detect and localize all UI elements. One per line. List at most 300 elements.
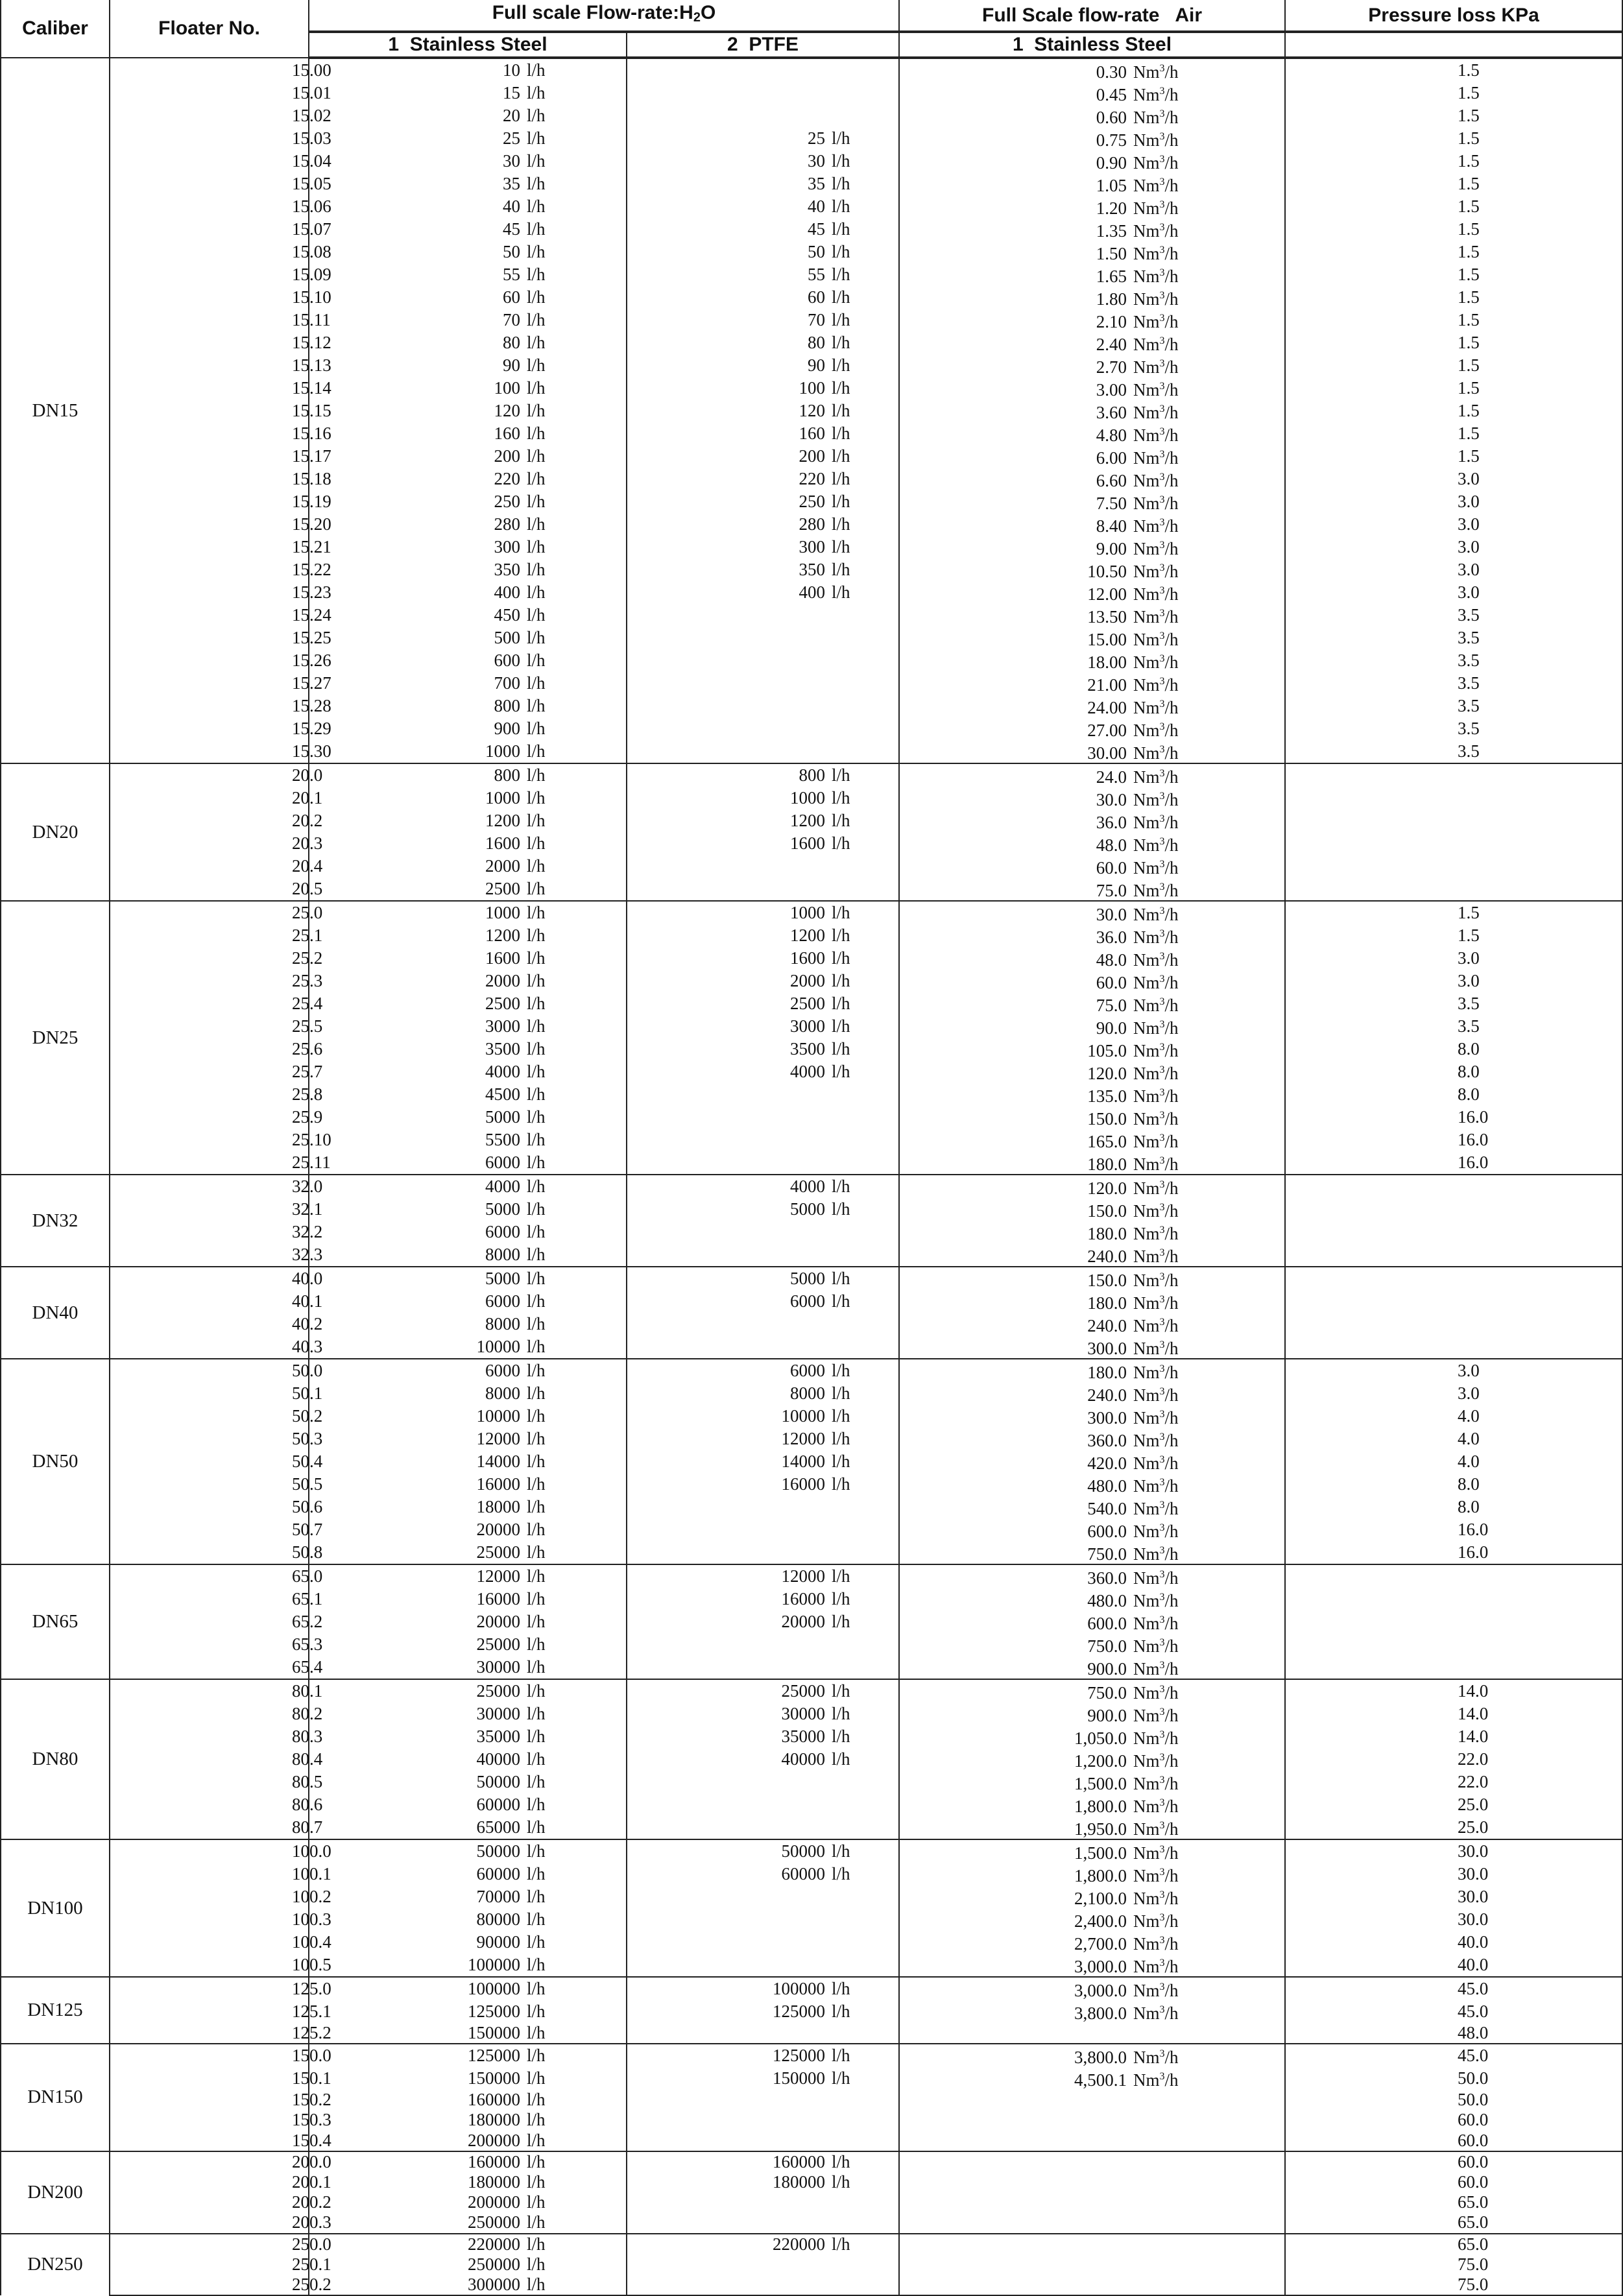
pressure-loss-value: 30.0 [1458, 1887, 1489, 1906]
floater-no: 15.30 [292, 741, 331, 761]
pressure-loss-value: 25.0 [1458, 1795, 1489, 1814]
floater-no-cell [110, 1610, 323, 1633]
table-row [1, 581, 1622, 604]
floater-no-cell [110, 2234, 331, 2254]
air-unit [1133, 924, 1179, 947]
stainless-steel-flow-value: 1000 [485, 788, 520, 807]
air-unit-prefix: Nm [1133, 85, 1160, 104]
air-unit-sup: 3 [1159, 403, 1165, 414]
pressure-loss-cell [1285, 2275, 1622, 2295]
air-flow-value: 420.0 [1087, 1453, 1127, 1473]
water-unit: l/h [527, 219, 546, 239]
air-unit [1133, 286, 1179, 309]
air-unit-suffix: /h [1164, 562, 1179, 581]
ptfe-flow-cell [627, 558, 899, 581]
air-flow-cell [899, 1656, 1285, 1679]
ptfe-flow-value: 5000 [790, 1269, 825, 1288]
air-flow-value: 150.0 [1087, 1271, 1127, 1290]
air-unit [1133, 1175, 1179, 1198]
water-unit: l/h [832, 971, 850, 990]
floater-no-cell [110, 1908, 331, 1931]
water-unit: l/h [527, 651, 546, 670]
water-unit: l/h [527, 1681, 546, 1701]
water-unit: l/h [832, 1016, 850, 1036]
table-row [1, 649, 1622, 672]
air-unit-prefix: Nm [1133, 1683, 1160, 1703]
air-flow-cell [899, 1564, 1285, 1588]
air-unit-prefix: Nm [1133, 2048, 1160, 2068]
air-flow-value: 18.00 [1087, 652, 1127, 672]
floater-no-cell [110, 2044, 331, 2067]
stainless-steel-flow-value: 900 [494, 719, 520, 738]
air-unit-suffix: /h [1164, 1866, 1179, 1885]
air-flow-value: 360.0 [1087, 1431, 1127, 1450]
pressure-loss-cell [1285, 992, 1622, 1015]
air-unit [1133, 1290, 1179, 1313]
stainless-steel-flow-value: 80 [503, 333, 520, 352]
pressure-loss-value: 75.0 [1458, 2254, 1489, 2274]
air-flow-cell [899, 1175, 1285, 1198]
ptfe-flow-value: 1200 [790, 926, 825, 945]
water-unit: l/h [832, 903, 850, 922]
air-flow-cell [899, 2023, 1285, 2044]
air-flow-value: 2,100.0 [1074, 1889, 1127, 1908]
stainless-steel-flow-value: 25000 [476, 1681, 520, 1701]
floater-no-cell [110, 649, 331, 672]
water-unit: l/h [527, 514, 546, 534]
air-unit-prefix: Nm [1133, 1843, 1160, 1863]
ptfe-flow-cell [627, 901, 899, 924]
pressure-loss-value: 3.0 [1458, 537, 1480, 556]
caliber-group-dn50 [1, 1359, 1622, 1564]
air-flow-value: 30.00 [1087, 743, 1127, 763]
ptfe-flow-cell [627, 2110, 899, 2130]
pressure-loss-cell [1285, 1083, 1622, 1106]
air-flow-value: 105.0 [1087, 1041, 1127, 1060]
stainless-steel-flow-value: 35 [503, 174, 520, 193]
pressure-loss-cell [1285, 1450, 1622, 1473]
air-unit-sup: 3 [1159, 1569, 1165, 1580]
air-unit-suffix: /h [1164, 471, 1179, 490]
water-unit: l/h [832, 514, 850, 534]
air-flow-cell [899, 1771, 1285, 1793]
air-unit-prefix: Nm [1133, 516, 1160, 536]
water-unit: l/h [527, 2046, 546, 2066]
pressure-loss-cell [1285, 1267, 1622, 1290]
table-row [1, 2000, 1622, 2023]
floater-no: 15.14 [292, 378, 331, 398]
air-flow-cell [899, 173, 1285, 195]
stainless-steel-flow-value: 18000 [476, 1497, 520, 1516]
pressure-loss-cell [1285, 1198, 1622, 1221]
ptfe-flow-cell [627, 377, 899, 400]
table-row [1, 2172, 1622, 2192]
air-unit-suffix: /h [1164, 950, 1179, 970]
air-unit-sup: 3 [1159, 928, 1165, 939]
air-unit-prefix: Nm [1133, 1911, 1160, 1931]
floater-no: 15.02 [292, 106, 331, 125]
floater-no: 40.2 [292, 1314, 323, 1333]
ptfe-flow-value: 220 [799, 469, 825, 488]
ptfe-flow-cell [627, 2151, 899, 2172]
pressure-loss-cell [1285, 1243, 1622, 1267]
air-unit-prefix: Nm [1133, 973, 1160, 992]
stainless-steel-flow-value: 20000 [476, 1612, 520, 1631]
pressure-loss-cell [1285, 1839, 1622, 1863]
air-flow-cell [899, 1129, 1285, 1151]
ptfe-flow-cell [627, 331, 899, 354]
table-row [1, 2023, 1622, 2044]
table-row [1, 1083, 1622, 1106]
air-unit-prefix: Nm [1133, 1636, 1160, 1656]
table-row [1, 2275, 1622, 2295]
air-unit [1133, 400, 1179, 422]
pressure-loss-value: 60.0 [1458, 2110, 1489, 2130]
ptfe-flow-cell [627, 263, 899, 286]
air-unit-prefix: Nm [1133, 584, 1160, 604]
stainless-steel-flow-value: 30 [503, 151, 520, 171]
water-unit: l/h [527, 1153, 546, 1172]
water-unit: l/h [527, 833, 546, 853]
air-flow-cell [899, 1954, 1285, 1977]
pressure-loss-value: 60.0 [1458, 2130, 1489, 2150]
ptfe-flow-value: 125000 [773, 2046, 825, 2066]
air-unit-suffix: /h [1164, 652, 1179, 672]
caliber-group-dn250 [1, 2234, 1622, 2296]
air-unit-suffix: /h [1164, 516, 1179, 536]
caliber-group-dn40 [1, 1267, 1622, 1359]
air-unit [1133, 2067, 1179, 2090]
air-flow-cell [899, 2131, 1285, 2151]
caliber-cell: DN65 [1, 1564, 110, 1679]
air-unit-suffix: /h [1164, 1154, 1179, 1174]
ptfe-flow-value: 1600 [790, 833, 825, 853]
water-unit: l/h [527, 1337, 546, 1356]
air-unit-sup: 3 [1159, 1339, 1165, 1350]
floater-no: 32.2 [292, 1222, 323, 1241]
ptfe-flow-cell [627, 309, 899, 331]
water-unit: l/h [832, 1177, 850, 1196]
ptfe-flow-value: 160000 [773, 2151, 825, 2171]
ptfe-flow-cell [627, 970, 899, 992]
air-flow-value: 165.0 [1087, 1132, 1127, 1151]
floater-no: 80.7 [292, 1817, 323, 1837]
air-unit-sup: 3 [1159, 768, 1165, 779]
table-row [1, 1518, 1622, 1541]
air-flow-value: 48.0 [1096, 835, 1127, 855]
table-row [1, 1839, 1622, 1863]
air-unit [1133, 787, 1179, 809]
pressure-loss-value: 22.0 [1458, 1749, 1489, 1769]
ptfe-flow-cell [627, 400, 899, 422]
pressure-loss-cell [1285, 1908, 1622, 1931]
ptfe-flow-cell [627, 1541, 899, 1564]
table-row [1, 1221, 1622, 1243]
pressure-loss-cell [1285, 1405, 1622, 1428]
pressure-loss-cell [1285, 1428, 1622, 1450]
air-unit-prefix: Nm [1133, 1224, 1160, 1243]
air-unit-sup: 3 [1159, 2004, 1165, 2015]
stainless-steel-flow-value: 12000 [476, 1429, 520, 1448]
floater-no-cell [110, 1335, 323, 1359]
stainless-steel-flow-value: 125000 [468, 2046, 520, 2066]
air-flow-cell [899, 58, 1285, 82]
ptfe-flow-cell [627, 1428, 899, 1450]
floater-no: 20.4 [292, 856, 323, 876]
air-unit-suffix: /h [1164, 1911, 1179, 1931]
air-flow-value: 3.60 [1096, 403, 1127, 422]
water-unit: l/h [832, 582, 850, 602]
water-unit: l/h [527, 355, 546, 375]
air-unit [1133, 878, 1179, 900]
table-row [1, 1863, 1622, 1885]
air-flow-cell [899, 1496, 1285, 1518]
air-flow-cell [899, 787, 1285, 809]
pressure-loss-value: 8.0 [1458, 1497, 1480, 1516]
air-unit-sup: 3 [1159, 154, 1165, 165]
air-unit-suffix: /h [1164, 1339, 1179, 1358]
floater-no: 25.9 [292, 1107, 323, 1127]
pressure-loss-cell [1285, 1725, 1622, 1748]
air-unit-prefix: Nm [1133, 743, 1160, 763]
ptfe-flow-value: 8000 [790, 1383, 825, 1403]
ptfe-flow-value: 90 [808, 355, 825, 375]
water-unit: l/h [527, 1199, 546, 1219]
air-flow-value: 180.0 [1087, 1293, 1127, 1313]
ptfe-flow-value: 2000 [790, 971, 825, 990]
air-unit-suffix: /h [1164, 996, 1179, 1015]
air-unit-sup: 3 [1159, 996, 1165, 1007]
pressure-loss-value: 1.5 [1458, 151, 1480, 171]
air-flow-value: 30.0 [1096, 790, 1127, 809]
air-flow-value: 240.0 [1087, 1247, 1127, 1266]
water-unit: l/h [832, 197, 850, 216]
air-unit-sup: 3 [1159, 791, 1165, 802]
table-row [1, 58, 1622, 82]
water-unit: l/h [527, 1452, 546, 1471]
pressure-loss-cell [1285, 2234, 1622, 2254]
stainless-steel-flow-value: 100000 [468, 1955, 520, 1974]
air-flow-cell [899, 1359, 1285, 1382]
floater-no-cell [110, 536, 331, 558]
pressure-loss-cell [1285, 2090, 1622, 2110]
floater-no-cell [110, 331, 331, 354]
floater-no-cell [110, 2172, 331, 2192]
floater-no: 65.1 [292, 1589, 323, 1608]
air-flow-value: 3,000.0 [1074, 1981, 1127, 2000]
pressure-loss-cell [1285, 1771, 1622, 1793]
floater-no: 15.13 [292, 355, 331, 375]
pressure-loss-cell [1285, 468, 1622, 490]
pressure-loss-cell [1285, 1656, 1622, 1679]
ptfe-flow-cell [627, 2044, 899, 2067]
floater-no-cell [110, 1839, 331, 1863]
table-row [1, 1243, 1622, 1267]
pressure-loss-cell [1285, 901, 1622, 924]
table-row [1, 1382, 1622, 1405]
air-unit-sup: 3 [1159, 1637, 1165, 1648]
air-unit [1133, 1633, 1179, 1656]
air-flow-cell [899, 1038, 1285, 1060]
table-row [1, 1931, 1622, 1954]
header-water-sub: 2 [693, 10, 701, 25]
air-unit-prefix: Nm [1133, 1453, 1160, 1473]
air-unit-sup: 3 [1159, 1409, 1165, 1420]
ptfe-flow-cell [627, 1748, 899, 1771]
water-unit: l/h [527, 1841, 546, 1861]
floater-no: 40.0 [292, 1269, 323, 1288]
air-unit [1133, 832, 1179, 855]
air-unit [1133, 1335, 1179, 1358]
air-flow-value: 180.0 [1087, 1363, 1127, 1382]
pressure-loss-cell [1285, 970, 1622, 992]
ptfe-flow-cell [627, 1359, 899, 1382]
floater-no-cell [110, 924, 323, 947]
pressure-loss-value: 3.0 [1458, 971, 1480, 990]
pressure-loss-value: 1.5 [1458, 197, 1480, 216]
table-row [1, 241, 1622, 263]
air-unit-prefix: Nm [1133, 698, 1160, 717]
air-unit-suffix: /h [1164, 1751, 1179, 1771]
pressure-loss-value: 30.0 [1458, 1864, 1489, 1883]
air-flow-cell [899, 1221, 1285, 1243]
air-flow-value: 1,200.0 [1074, 1751, 1127, 1771]
air-unit [1133, 1129, 1179, 1151]
ptfe-flow-cell [627, 1083, 899, 1106]
floater-no: 15.29 [292, 719, 331, 738]
air-unit [1133, 1313, 1179, 1335]
air-flow-value: 1,500.0 [1074, 1774, 1127, 1793]
ptfe-flow-value: 40 [808, 197, 825, 216]
stainless-steel-flow-value: 3500 [485, 1039, 520, 1058]
pressure-loss-value: 3.0 [1458, 469, 1480, 488]
air-unit-suffix: /h [1164, 1408, 1179, 1428]
air-flow-value: 1.20 [1096, 198, 1127, 218]
floater-no-cell [110, 2130, 331, 2151]
air-unit-suffix: /h [1164, 539, 1179, 558]
floater-no: 15.09 [292, 265, 331, 284]
table-row [1, 740, 1622, 763]
air-unit-suffix: /h [1164, 494, 1179, 513]
air-flow-value: 1,050.0 [1074, 1728, 1127, 1748]
water-unit: l/h [832, 355, 850, 375]
pressure-loss-value: 8.0 [1458, 1062, 1480, 1081]
ptfe-flow-cell [627, 1885, 899, 1908]
ptfe-flow-value: 12000 [781, 1566, 825, 1586]
air-flow-cell [899, 1267, 1285, 1290]
air-unit [1133, 1243, 1179, 1266]
stainless-steel-flow-value: 400 [494, 582, 520, 602]
ptfe-flow-cell [627, 1335, 899, 1359]
table-row [1, 763, 1622, 787]
ptfe-flow-cell [627, 82, 899, 104]
floater-no-cell [110, 2000, 331, 2023]
air-flow-value: 2.10 [1096, 312, 1127, 331]
pressure-loss-value: 22.0 [1458, 1772, 1489, 1791]
stainless-steel-flow-value: 180000 [468, 2172, 520, 2192]
air-flow-value: 600.0 [1087, 1522, 1127, 1541]
water-unit: l/h [527, 1291, 546, 1311]
air-unit [1133, 1656, 1179, 1679]
floater-no-cell [110, 2151, 331, 2172]
ptfe-flow-value: 16000 [781, 1474, 825, 1494]
air-flow-cell [899, 832, 1285, 855]
table-row [1, 1175, 1622, 1198]
air-unit-prefix: Nm [1133, 996, 1160, 1015]
air-unit-prefix: Nm [1133, 1797, 1160, 1816]
air-flow-cell [899, 2090, 1285, 2110]
air-unit [1133, 1908, 1179, 1931]
floater-no: 20.3 [292, 833, 323, 853]
pressure-loss-value: 1.5 [1458, 242, 1480, 261]
stainless-steel-flow-value: 1000 [485, 741, 520, 761]
air-unit-suffix: /h [1164, 767, 1179, 787]
floater-no: 15.27 [292, 673, 331, 693]
air-unit-sup: 3 [1159, 1981, 1165, 1992]
air-unit [1133, 1151, 1179, 1174]
water-unit: l/h [527, 128, 546, 148]
pressure-loss-cell [1285, 445, 1622, 468]
air-unit-suffix: /h [1164, 905, 1179, 924]
floater-no: 65.2 [292, 1612, 323, 1631]
table-row [1, 1954, 1622, 1977]
pressure-loss-value: 3.5 [1458, 719, 1480, 738]
table-row [1, 1129, 1622, 1151]
air-unit-sup: 3 [1159, 1132, 1165, 1143]
header-water-flow-rate [309, 0, 899, 32]
ptfe-flow-cell [627, 855, 899, 878]
ptfe-flow-cell [627, 2212, 899, 2233]
air-flow-value: 2,400.0 [1074, 1911, 1127, 1931]
air-unit-prefix: Nm [1133, 380, 1160, 400]
ptfe-flow-cell [627, 2067, 899, 2090]
ptfe-flow-value: 125000 [773, 2002, 825, 2021]
air-unit-suffix: /h [1164, 85, 1179, 104]
ptfe-flow-cell [627, 924, 899, 947]
pressure-loss-cell [1285, 787, 1622, 809]
air-flow-cell [899, 1725, 1285, 1748]
floater-no-cell [110, 1816, 323, 1839]
water-unit: l/h [527, 1566, 546, 1586]
pressure-loss-cell [1285, 127, 1622, 150]
water-unit: l/h [832, 174, 850, 193]
water-unit: l/h [527, 2192, 546, 2212]
pressure-loss-value: 16.0 [1458, 1153, 1489, 1172]
floater-no: 200.0 [292, 2151, 331, 2171]
floater-no: 80.6 [292, 1795, 323, 1814]
air-unit-prefix: Nm [1133, 1178, 1160, 1198]
air-flow-cell [899, 513, 1285, 536]
air-unit [1133, 1518, 1179, 1541]
pressure-loss-cell [1285, 1175, 1622, 1198]
table-row [1, 787, 1622, 809]
water-unit: l/h [832, 833, 850, 853]
floater-no: 25.8 [292, 1084, 323, 1104]
pressure-loss-value: 30.0 [1458, 1909, 1489, 1929]
air-unit [1133, 855, 1179, 878]
water-unit: l/h [527, 469, 546, 488]
air-unit-suffix: /h [1164, 1431, 1179, 1450]
ptfe-flow-cell [627, 1954, 899, 1977]
air-unit-suffix: /h [1164, 198, 1179, 218]
pressure-loss-value: 60.0 [1458, 2172, 1489, 2192]
ptfe-flow-value: 12000 [781, 1429, 825, 1448]
stainless-steel-flow-value: 14000 [476, 1452, 520, 1471]
floater-no-cell [110, 2254, 331, 2275]
ptfe-flow-cell [627, 1725, 899, 1748]
table-row [1, 150, 1622, 173]
air-flow-cell [899, 924, 1285, 947]
